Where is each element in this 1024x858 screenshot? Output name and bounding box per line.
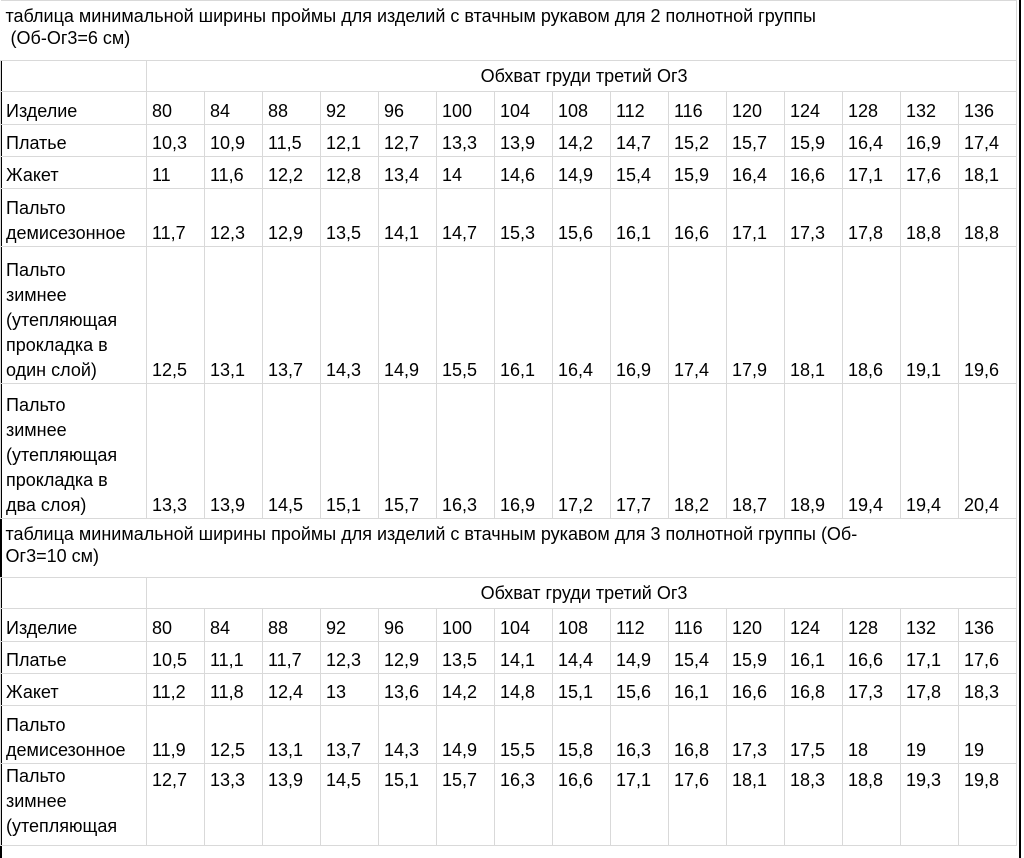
- armhole-width-value-cell: 10,5: [147, 642, 205, 674]
- armhole-width-value-cell: 14,2: [437, 674, 495, 706]
- product-name-cell: [1, 384, 147, 519]
- table-row: [1, 764, 1017, 846]
- armhole-width-value-cell: 18,9: [785, 384, 843, 519]
- armhole-width-value-cell: 14,8: [495, 674, 553, 706]
- armhole-width-value-cell: 17,7: [611, 384, 669, 519]
- size-header-cell: 124: [785, 92, 843, 125]
- product-name-line: зимнее: [6, 285, 67, 305]
- armhole-width-value-cell: 13,1: [263, 706, 321, 764]
- armhole-width-value-cell: 14,1: [379, 189, 437, 247]
- product-name-cell: [1, 157, 147, 189]
- armhole-width-value-cell: 15,1: [553, 674, 611, 706]
- armhole-width-value-cell: 14,5: [321, 764, 379, 846]
- size-header-cell: 80: [147, 609, 205, 642]
- armhole-width-value-cell: 12,9: [263, 189, 321, 247]
- armhole-width-value-cell: 17,4: [959, 125, 1017, 157]
- armhole-width-value-cell: 17,1: [843, 157, 901, 189]
- product-name-line: демисезонное: [6, 740, 126, 760]
- armhole-width-value-cell: 16,1: [495, 247, 553, 384]
- product-name-line: (утепляющая: [6, 816, 118, 836]
- armhole-width-value-cell: 18,1: [959, 157, 1017, 189]
- armhole-width-value-cell: 17,3: [843, 674, 901, 706]
- product-column-label: Изделие: [1, 609, 147, 642]
- product-name-line: прокладка в: [6, 335, 108, 355]
- table-row: [1, 247, 1017, 384]
- size-header-cell: 116: [669, 92, 727, 125]
- size-header-cell: 104: [495, 609, 553, 642]
- armhole-width-value-cell: 16,4: [843, 125, 901, 157]
- armhole-width-value-cell: 11,6: [205, 157, 263, 189]
- armhole-width-value-cell: 13,6: [379, 674, 437, 706]
- product-name-line: Жакет: [6, 682, 59, 702]
- armhole-width-value-cell: 15,8: [553, 706, 611, 764]
- armhole-width-value-cell: 17,6: [669, 764, 727, 846]
- size-header-cell: 92: [321, 609, 379, 642]
- armhole-width-value-cell: 13,7: [263, 247, 321, 384]
- chest-girth-header: Обхват груди третий Ог3: [147, 578, 1017, 609]
- armhole-width-value-cell: 18,8: [843, 764, 901, 846]
- armhole-width-value-cell: 16,3: [437, 384, 495, 519]
- armhole-width-value-cell: 19,8: [959, 764, 1017, 846]
- armhole-width-value-cell: 19,4: [843, 384, 901, 519]
- armhole-width-value-cell: 12,1: [321, 125, 379, 157]
- armhole-width-value-cell: 13,9: [263, 764, 321, 846]
- armhole-width-value-cell: 19,4: [901, 384, 959, 519]
- armhole-width-value-cell: 14,9: [553, 157, 611, 189]
- armhole-width-value-cell: 12,7: [147, 764, 205, 846]
- armhole-width-value-cell: 11,2: [147, 674, 205, 706]
- product-name-line: демисезонное: [6, 223, 126, 243]
- armhole-width-value-cell: 13,3: [147, 384, 205, 519]
- armhole-width-value-cell: 16,1: [785, 642, 843, 674]
- table-title: таблица минимальной ширины проймы для изделий с втачным рукавом для 2 полнотной группы (Об-Ог3=6 см): [1, 1, 1017, 61]
- armhole-width-value-cell: 11,1: [205, 642, 263, 674]
- size-header-cell: 120: [727, 92, 785, 125]
- armhole-width-value-cell: 14,2: [553, 125, 611, 157]
- size-header-cell: 128: [843, 609, 901, 642]
- product-name-line: Платье: [6, 650, 67, 670]
- armhole-width-value-cell: 13: [321, 674, 379, 706]
- armhole-width-value-cell: 14,1: [495, 642, 553, 674]
- armhole-width-value-cell: 15,2: [669, 125, 727, 157]
- size-header-cell: 128: [843, 92, 901, 125]
- armhole-width-value-cell: 14,9: [379, 247, 437, 384]
- armhole-width-value-cell: 19,6: [959, 247, 1017, 384]
- armhole-width-value-cell: 14,9: [611, 642, 669, 674]
- armhole-width-value-cell: 15,7: [379, 384, 437, 519]
- armhole-width-value-cell: 11,7: [263, 642, 321, 674]
- product-name-cell: [1, 189, 147, 247]
- armhole-width-value-cell: 13,7: [321, 706, 379, 764]
- armhole-width-value-cell: 18,8: [901, 189, 959, 247]
- armhole-width-value-cell: 17,3: [727, 706, 785, 764]
- armhole-width-value-cell: 14,4: [553, 642, 611, 674]
- product-name-line: прокладка в: [6, 470, 108, 490]
- armhole-width-value-cell: 11,5: [263, 125, 321, 157]
- table-row: [1, 706, 1017, 764]
- armhole-width-value-cell: 13,9: [495, 125, 553, 157]
- product-name-cell: [1, 706, 147, 764]
- armhole-width-value-cell: 16,3: [495, 764, 553, 846]
- table-row: [1, 189, 1017, 247]
- armhole-width-value-cell: 20,4: [959, 384, 1017, 519]
- armhole-width-value-cell: 17,5: [785, 706, 843, 764]
- armhole-width-value-cell: 15,1: [379, 764, 437, 846]
- size-header-cell: 96: [379, 92, 437, 125]
- size-header-cell: 80: [147, 92, 205, 125]
- armhole-width-value-cell: 18,2: [669, 384, 727, 519]
- table-row: [1, 642, 1017, 674]
- armhole-width-value-cell: 14,5: [263, 384, 321, 519]
- armhole-width-value-cell: 18,8: [959, 189, 1017, 247]
- armhole-width-value-cell: 17,6: [959, 642, 1017, 674]
- table-row: [1, 384, 1017, 519]
- table-row: [1, 674, 1017, 706]
- armhole-width-value-cell: 18: [843, 706, 901, 764]
- armhole-width-value-cell: 16,6: [553, 764, 611, 846]
- armhole-width-value-cell: 11: [147, 157, 205, 189]
- armhole-width-value-cell: 16,6: [785, 157, 843, 189]
- armhole-width-value-cell: 15,9: [785, 125, 843, 157]
- armhole-width-value-cell: 15,9: [669, 157, 727, 189]
- armhole-width-value-cell: 12,8: [321, 157, 379, 189]
- armhole-width-value-cell: 12,5: [147, 247, 205, 384]
- armhole-width-value-cell: 12,7: [379, 125, 437, 157]
- armhole-width-value-cell: 12,2: [263, 157, 321, 189]
- armhole-width-value-cell: 16,1: [611, 189, 669, 247]
- armhole-width-value-cell: 15,7: [437, 764, 495, 846]
- chest-girth-header: Обхват груди третий Ог3: [147, 61, 1017, 92]
- product-name-line: зимнее: [6, 420, 67, 440]
- product-name-line: Пальто: [6, 395, 66, 415]
- armhole-width-value-cell: 12,9: [379, 642, 437, 674]
- armhole-width-value-cell: 14,3: [379, 706, 437, 764]
- size-header-cell: 88: [263, 92, 321, 125]
- armhole-width-value-cell: 12,5: [205, 706, 263, 764]
- armhole-width-value-cell: 16,9: [901, 125, 959, 157]
- product-name-line: один слой): [6, 360, 97, 380]
- armhole-width-value-cell: 14: [437, 157, 495, 189]
- size-header-cell: 132: [901, 92, 959, 125]
- armhole-width-value-cell: 15,7: [727, 125, 785, 157]
- armhole-width-value-cell: 19: [959, 706, 1017, 764]
- product-name-line: два слоя): [6, 495, 87, 515]
- product-name-cell: [1, 764, 147, 846]
- armhole-width-value-cell: 15,1: [321, 384, 379, 519]
- armhole-width-value-cell: 18,3: [959, 674, 1017, 706]
- product-name-line: (утепляющая: [6, 445, 118, 465]
- armhole-width-value-cell: 14,6: [495, 157, 553, 189]
- armhole-width-value-cell: 16,3: [611, 706, 669, 764]
- armhole-width-value-cell: 15,6: [611, 674, 669, 706]
- armhole-width-value-cell: 19: [901, 706, 959, 764]
- armhole-width-value-cell: 10,3: [147, 125, 205, 157]
- size-header-cell: 120: [727, 609, 785, 642]
- armhole-width-value-cell: 16,9: [495, 384, 553, 519]
- armhole-width-value-cell: 17,3: [785, 189, 843, 247]
- product-name-cell: [1, 674, 147, 706]
- armhole-width-value-cell: 18,3: [785, 764, 843, 846]
- product-name-line: Платье: [6, 133, 67, 153]
- armhole-width-value-cell: 13,3: [437, 125, 495, 157]
- armhole-width-value-cell: 16,6: [727, 674, 785, 706]
- size-header-cell: 100: [437, 92, 495, 125]
- sheet-right-border: [1019, 0, 1021, 858]
- product-name-line: Пальто: [6, 766, 66, 786]
- armhole-width-value-cell: 15,9: [727, 642, 785, 674]
- size-header-cell: 112: [611, 609, 669, 642]
- armhole-width-value-cell: 17,1: [611, 764, 669, 846]
- armhole-width-value-cell: 11,9: [147, 706, 205, 764]
- size-header-cell: 124: [785, 609, 843, 642]
- armhole-width-value-cell: 19,1: [901, 247, 959, 384]
- size-header-cell: 112: [611, 92, 669, 125]
- armhole-width-value-cell: 13,4: [379, 157, 437, 189]
- armhole-width-value-cell: 14,9: [437, 706, 495, 764]
- product-name-line: Пальто: [6, 260, 66, 280]
- armhole-width-value-cell: 16,6: [843, 642, 901, 674]
- armhole-width-value-cell: 17,8: [843, 189, 901, 247]
- armhole-width-value-cell: 17,4: [669, 247, 727, 384]
- size-header-cell: 108: [553, 92, 611, 125]
- armhole-width-value-cell: 15,4: [669, 642, 727, 674]
- size-header-cell: 116: [669, 609, 727, 642]
- size-header-cell: 136: [959, 92, 1017, 125]
- armhole-width-value-cell: 17,2: [553, 384, 611, 519]
- armhole-width-value-cell: 16,4: [553, 247, 611, 384]
- armhole-width-value-cell: 13,9: [205, 384, 263, 519]
- product-name-cell: [1, 125, 147, 157]
- size-header-cell: 104: [495, 92, 553, 125]
- product-name-line: зимнее: [6, 791, 67, 811]
- size-header-cell: 136: [959, 609, 1017, 642]
- armhole-width-value-cell: 17,6: [901, 157, 959, 189]
- table-row: [1, 125, 1017, 157]
- empty-header-cell: [1, 61, 147, 92]
- armhole-width-value-cell: 13,5: [321, 189, 379, 247]
- armhole-width-value-cell: 15,3: [495, 189, 553, 247]
- armhole-width-value-cell: 15,5: [495, 706, 553, 764]
- armhole-width-value-cell: 18,7: [727, 384, 785, 519]
- size-header-cell: 100: [437, 609, 495, 642]
- product-name-line: (утепляющая: [6, 310, 118, 330]
- armhole-width-value-cell: 16,1: [669, 674, 727, 706]
- armhole-width-value-cell: 12,3: [321, 642, 379, 674]
- armhole-width-value-cell: 12,3: [205, 189, 263, 247]
- size-header-cell: 132: [901, 609, 959, 642]
- product-name-line: Пальто: [6, 198, 66, 218]
- armhole-width-value-cell: 13,3: [205, 764, 263, 846]
- armhole-width-table-3-fullness-group: [0, 518, 1017, 846]
- armhole-width-value-cell: 16,8: [785, 674, 843, 706]
- size-header-cell: 96: [379, 609, 437, 642]
- product-column-label: Изделие: [1, 92, 147, 125]
- product-name-cell: [1, 247, 147, 384]
- armhole-width-value-cell: 17,9: [727, 247, 785, 384]
- armhole-width-value-cell: 14,7: [437, 189, 495, 247]
- size-header-cell: 88: [263, 609, 321, 642]
- armhole-width-value-cell: 12,4: [263, 674, 321, 706]
- armhole-width-value-cell: 16,9: [611, 247, 669, 384]
- armhole-width-value-cell: 16,4: [727, 157, 785, 189]
- armhole-width-value-cell: 16,6: [669, 189, 727, 247]
- armhole-width-value-cell: 18,6: [843, 247, 901, 384]
- armhole-width-value-cell: 18,1: [727, 764, 785, 846]
- table-title: таблица минимальной ширины проймы для изделий с втачным рукавом для 3 полнотной группы (Об- Ог3=10 см): [1, 519, 1017, 578]
- armhole-width-value-cell: 14,7: [611, 125, 669, 157]
- armhole-width-value-cell: 15,5: [437, 247, 495, 384]
- table-row: [1, 157, 1017, 189]
- size-header-cell: 84: [205, 609, 263, 642]
- size-header-cell: 108: [553, 609, 611, 642]
- armhole-width-value-cell: 17,1: [727, 189, 785, 247]
- armhole-width-value-cell: 17,8: [901, 674, 959, 706]
- armhole-width-value-cell: 15,4: [611, 157, 669, 189]
- armhole-width-value-cell: 17,1: [901, 642, 959, 674]
- size-header-cell: 84: [205, 92, 263, 125]
- armhole-width-value-cell: 13,5: [437, 642, 495, 674]
- product-name-cell: [1, 642, 147, 674]
- empty-header-cell: [1, 578, 147, 609]
- armhole-width-value-cell: 11,7: [147, 189, 205, 247]
- armhole-width-value-cell: 10,9: [205, 125, 263, 157]
- armhole-width-value-cell: 15,6: [553, 189, 611, 247]
- armhole-width-value-cell: 13,1: [205, 247, 263, 384]
- product-name-line: Пальто: [6, 715, 66, 735]
- armhole-width-value-cell: 19,3: [901, 764, 959, 846]
- product-name-line: Жакет: [6, 165, 59, 185]
- armhole-width-value-cell: 14,3: [321, 247, 379, 384]
- size-header-cell: 92: [321, 92, 379, 125]
- armhole-width-value-cell: 16,8: [669, 706, 727, 764]
- armhole-width-value-cell: 11,8: [205, 674, 263, 706]
- armhole-width-value-cell: 18,1: [785, 247, 843, 384]
